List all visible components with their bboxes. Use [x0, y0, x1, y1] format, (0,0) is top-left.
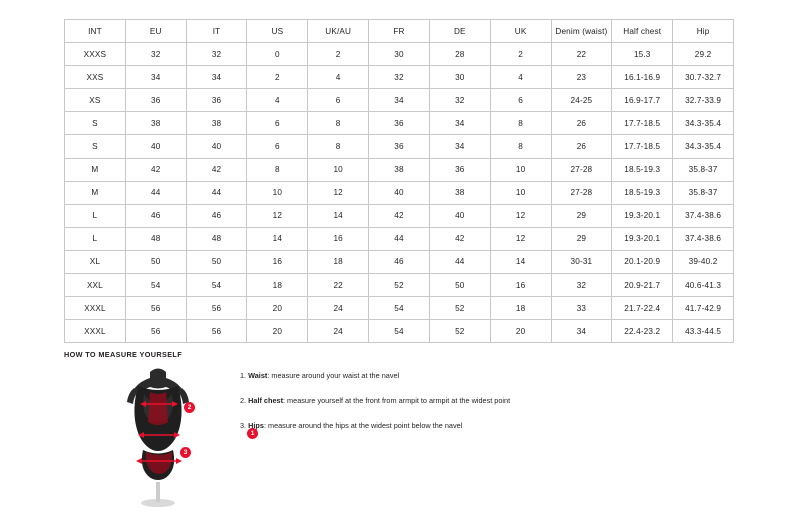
cell-denim-waist: 23 [551, 66, 612, 89]
cell-denim-waist: 33 [551, 297, 612, 320]
cell-us: 18 [247, 274, 308, 297]
cell-de: 32 [429, 89, 490, 112]
cell-fr: 36 [369, 112, 430, 135]
cell-eu: 32 [125, 43, 186, 66]
cell-de: 28 [429, 43, 490, 66]
cell-hip: 39-40.2 [673, 250, 734, 273]
column-header-int: INT [65, 20, 126, 43]
column-header-it: IT [186, 20, 247, 43]
cell-denim-waist: 27-28 [551, 181, 612, 204]
cell-de: 44 [429, 250, 490, 273]
cell-uk: 10 [490, 181, 551, 204]
cell-eu: 56 [125, 297, 186, 320]
cell-eu: 54 [125, 274, 186, 297]
cell-hip: 32.7-33.9 [673, 89, 734, 112]
cell-de: 52 [429, 320, 490, 343]
cell-int: L [65, 227, 126, 250]
size-chart-header [65, 20, 734, 43]
cell-uk: 20 [490, 320, 551, 343]
size-chart-body [65, 43, 734, 343]
cell-uk-au: 8 [308, 112, 369, 135]
cell-denim-waist: 26 [551, 135, 612, 158]
cell-fr: 38 [369, 158, 430, 181]
cell-us: 12 [247, 204, 308, 227]
cell-half-chest: 19.3-20.1 [612, 227, 673, 250]
cell-fr: 32 [369, 66, 430, 89]
cell-hip: 30.7-32.7 [673, 66, 734, 89]
cell-it: 38 [186, 112, 247, 135]
measure-steps-list [240, 370, 570, 445]
cell-int: XXXL [65, 320, 126, 343]
table-row [65, 250, 734, 273]
cell-int: M [65, 158, 126, 181]
cell-half-chest: 16.9-17.7 [612, 89, 673, 112]
cell-us: 0 [247, 43, 308, 66]
column-header-hip: Hip [673, 20, 734, 43]
cell-eu: 40 [125, 135, 186, 158]
table-row [65, 66, 734, 89]
table-row [65, 297, 734, 320]
mannequin-illustration [94, 364, 255, 509]
cell-hip: 37.4-38.6 [673, 227, 734, 250]
cell-de: 34 [429, 135, 490, 158]
cell-uk-au: 6 [308, 89, 369, 112]
cell-fr: 44 [369, 227, 430, 250]
table-row [65, 43, 734, 66]
cell-fr: 30 [369, 43, 430, 66]
column-header-fr: FR [369, 20, 430, 43]
cell-denim-waist: 29 [551, 204, 612, 227]
cell-it: 42 [186, 158, 247, 181]
cell-uk: 2 [490, 43, 551, 66]
measure-step-hips [240, 420, 570, 431]
column-header-us: US [247, 20, 308, 43]
cell-hip: 43.3-44.5 [673, 320, 734, 343]
marker-2-half-chest: 2 [184, 402, 195, 413]
cell-hip: 41.7-42.9 [673, 297, 734, 320]
step-text: : measure yourself at the front from armpit to armpit at the widest point [283, 396, 511, 405]
step-term: Half chest [248, 396, 283, 405]
cell-fr: 46 [369, 250, 430, 273]
cell-eu: 42 [125, 158, 186, 181]
table-row [65, 274, 734, 297]
cell-it: 32 [186, 43, 247, 66]
table-row [65, 320, 734, 343]
cell-us: 4 [247, 89, 308, 112]
cell-uk: 12 [490, 204, 551, 227]
cell-de: 36 [429, 158, 490, 181]
cell-denim-waist: 27-28 [551, 158, 612, 181]
cell-half-chest: 16.1-16.9 [612, 66, 673, 89]
cell-eu: 36 [125, 89, 186, 112]
cell-de: 30 [429, 66, 490, 89]
cell-half-chest: 20.9-21.7 [612, 274, 673, 297]
cell-hip: 37.4-38.6 [673, 204, 734, 227]
cell-half-chest: 17.7-18.5 [612, 135, 673, 158]
cell-uk-au: 2 [308, 43, 369, 66]
cell-uk-au: 16 [308, 227, 369, 250]
cell-eu: 56 [125, 320, 186, 343]
cell-hip: 29.2 [673, 43, 734, 66]
cell-eu: 44 [125, 181, 186, 204]
cell-de: 38 [429, 181, 490, 204]
cell-fr: 54 [369, 320, 430, 343]
cell-fr: 42 [369, 204, 430, 227]
cell-uk-au: 12 [308, 181, 369, 204]
cell-half-chest: 21.7-22.4 [612, 297, 673, 320]
size-chart-table-wrapper [64, 19, 734, 343]
cell-us: 2 [247, 66, 308, 89]
cell-it: 44 [186, 181, 247, 204]
cell-int: XL [65, 250, 126, 273]
column-header-eu: EU [125, 20, 186, 43]
how-to-measure-section [64, 364, 564, 509]
cell-it: 46 [186, 204, 247, 227]
table-header-row [65, 20, 734, 43]
cell-int: L [65, 204, 126, 227]
cell-denim-waist: 24-25 [551, 89, 612, 112]
step-term: Hips [248, 421, 264, 430]
cell-denim-waist: 29 [551, 227, 612, 250]
cell-it: 56 [186, 297, 247, 320]
column-header-half-chest: Half chest [612, 20, 673, 43]
cell-uk-au: 10 [308, 158, 369, 181]
table-row [65, 204, 734, 227]
cell-eu: 46 [125, 204, 186, 227]
step-number: 2. [240, 396, 247, 405]
cell-half-chest: 15.3 [612, 43, 673, 66]
column-header-denim-waist: Denim (waist) [551, 20, 612, 43]
cell-fr: 36 [369, 135, 430, 158]
step-text: : measure around the hips at the widest point below the navel [263, 421, 463, 430]
cell-eu: 38 [125, 112, 186, 135]
cell-de: 34 [429, 112, 490, 135]
cell-uk: 8 [490, 135, 551, 158]
cell-int: M [65, 181, 126, 204]
cell-it: 56 [186, 320, 247, 343]
cell-fr: 34 [369, 89, 430, 112]
cell-int: S [65, 112, 126, 135]
cell-uk-au: 4 [308, 66, 369, 89]
cell-us: 20 [247, 320, 308, 343]
cell-it: 36 [186, 89, 247, 112]
table-row [65, 112, 734, 135]
table-row [65, 89, 734, 112]
cell-int: XXL [65, 274, 126, 297]
cell-int: XXS [65, 66, 126, 89]
marker-3-hips: 3 [180, 447, 191, 458]
cell-half-chest: 22.4-23.2 [612, 320, 673, 343]
cell-half-chest: 19.3-20.1 [612, 204, 673, 227]
cell-int: XXXL [65, 297, 126, 320]
column-header-uk: UK [490, 20, 551, 43]
cell-uk: 6 [490, 89, 551, 112]
step-number: 3. [240, 421, 247, 430]
cell-half-chest: 18.5-19.3 [612, 158, 673, 181]
cell-it: 54 [186, 274, 247, 297]
cell-uk-au: 8 [308, 135, 369, 158]
cell-uk-au: 24 [308, 320, 369, 343]
cell-denim-waist: 22 [551, 43, 612, 66]
cell-hip: 34.3-35.4 [673, 135, 734, 158]
cell-uk-au: 18 [308, 250, 369, 273]
cell-uk: 16 [490, 274, 551, 297]
cell-fr: 54 [369, 297, 430, 320]
step-number: 1. [240, 371, 247, 380]
cell-int: XS [65, 89, 126, 112]
marker-1-waist: 1 [247, 428, 258, 439]
cell-hip: 40.6-41.3 [673, 274, 734, 297]
cell-us: 14 [247, 227, 308, 250]
cell-uk: 12 [490, 227, 551, 250]
cell-hip: 35.8-37 [673, 158, 734, 181]
cell-uk: 14 [490, 250, 551, 273]
cell-us: 20 [247, 297, 308, 320]
cell-uk: 8 [490, 112, 551, 135]
cell-eu: 48 [125, 227, 186, 250]
cell-us: 10 [247, 181, 308, 204]
cell-us: 6 [247, 112, 308, 135]
cell-uk: 4 [490, 66, 551, 89]
cell-denim-waist: 30-31 [551, 250, 612, 273]
cell-de: 42 [429, 227, 490, 250]
cell-uk-au: 24 [308, 297, 369, 320]
cell-hip: 35.8-37 [673, 181, 734, 204]
measure-step-half-chest [240, 395, 570, 406]
measure-step-waist [240, 370, 570, 381]
cell-uk-au: 22 [308, 274, 369, 297]
cell-half-chest: 17.7-18.5 [612, 112, 673, 135]
how-to-measure-title: HOW TO MEASURE YOURSELF [64, 350, 183, 359]
table-row [65, 181, 734, 204]
column-header-de: DE [429, 20, 490, 43]
cell-uk: 10 [490, 158, 551, 181]
cell-de: 52 [429, 297, 490, 320]
cell-it: 48 [186, 227, 247, 250]
cell-us: 8 [247, 158, 308, 181]
cell-eu: 34 [125, 66, 186, 89]
cell-us: 6 [247, 135, 308, 158]
cell-fr: 40 [369, 181, 430, 204]
column-header-uk-au: UK/AU [308, 20, 369, 43]
table-row [65, 227, 734, 250]
cell-it: 34 [186, 66, 247, 89]
cell-hip: 34.3-35.4 [673, 112, 734, 135]
step-text: : measure around your waist at the navel [267, 371, 400, 380]
table-row [65, 158, 734, 181]
cell-uk-au: 14 [308, 204, 369, 227]
cell-denim-waist: 34 [551, 320, 612, 343]
cell-int: XXXS [65, 43, 126, 66]
cell-de: 50 [429, 274, 490, 297]
table-row [65, 135, 734, 158]
cell-int: S [65, 135, 126, 158]
cell-it: 50 [186, 250, 247, 273]
cell-de: 40 [429, 204, 490, 227]
cell-denim-waist: 26 [551, 112, 612, 135]
cell-it: 40 [186, 135, 247, 158]
cell-fr: 52 [369, 274, 430, 297]
cell-us: 16 [247, 250, 308, 273]
step-term: Waist [248, 371, 268, 380]
size-chart-table [64, 19, 734, 343]
cell-half-chest: 20.1-20.9 [612, 250, 673, 273]
cell-denim-waist: 32 [551, 274, 612, 297]
cell-eu: 50 [125, 250, 186, 273]
cell-uk: 18 [490, 297, 551, 320]
cell-half-chest: 18.5-19.3 [612, 181, 673, 204]
